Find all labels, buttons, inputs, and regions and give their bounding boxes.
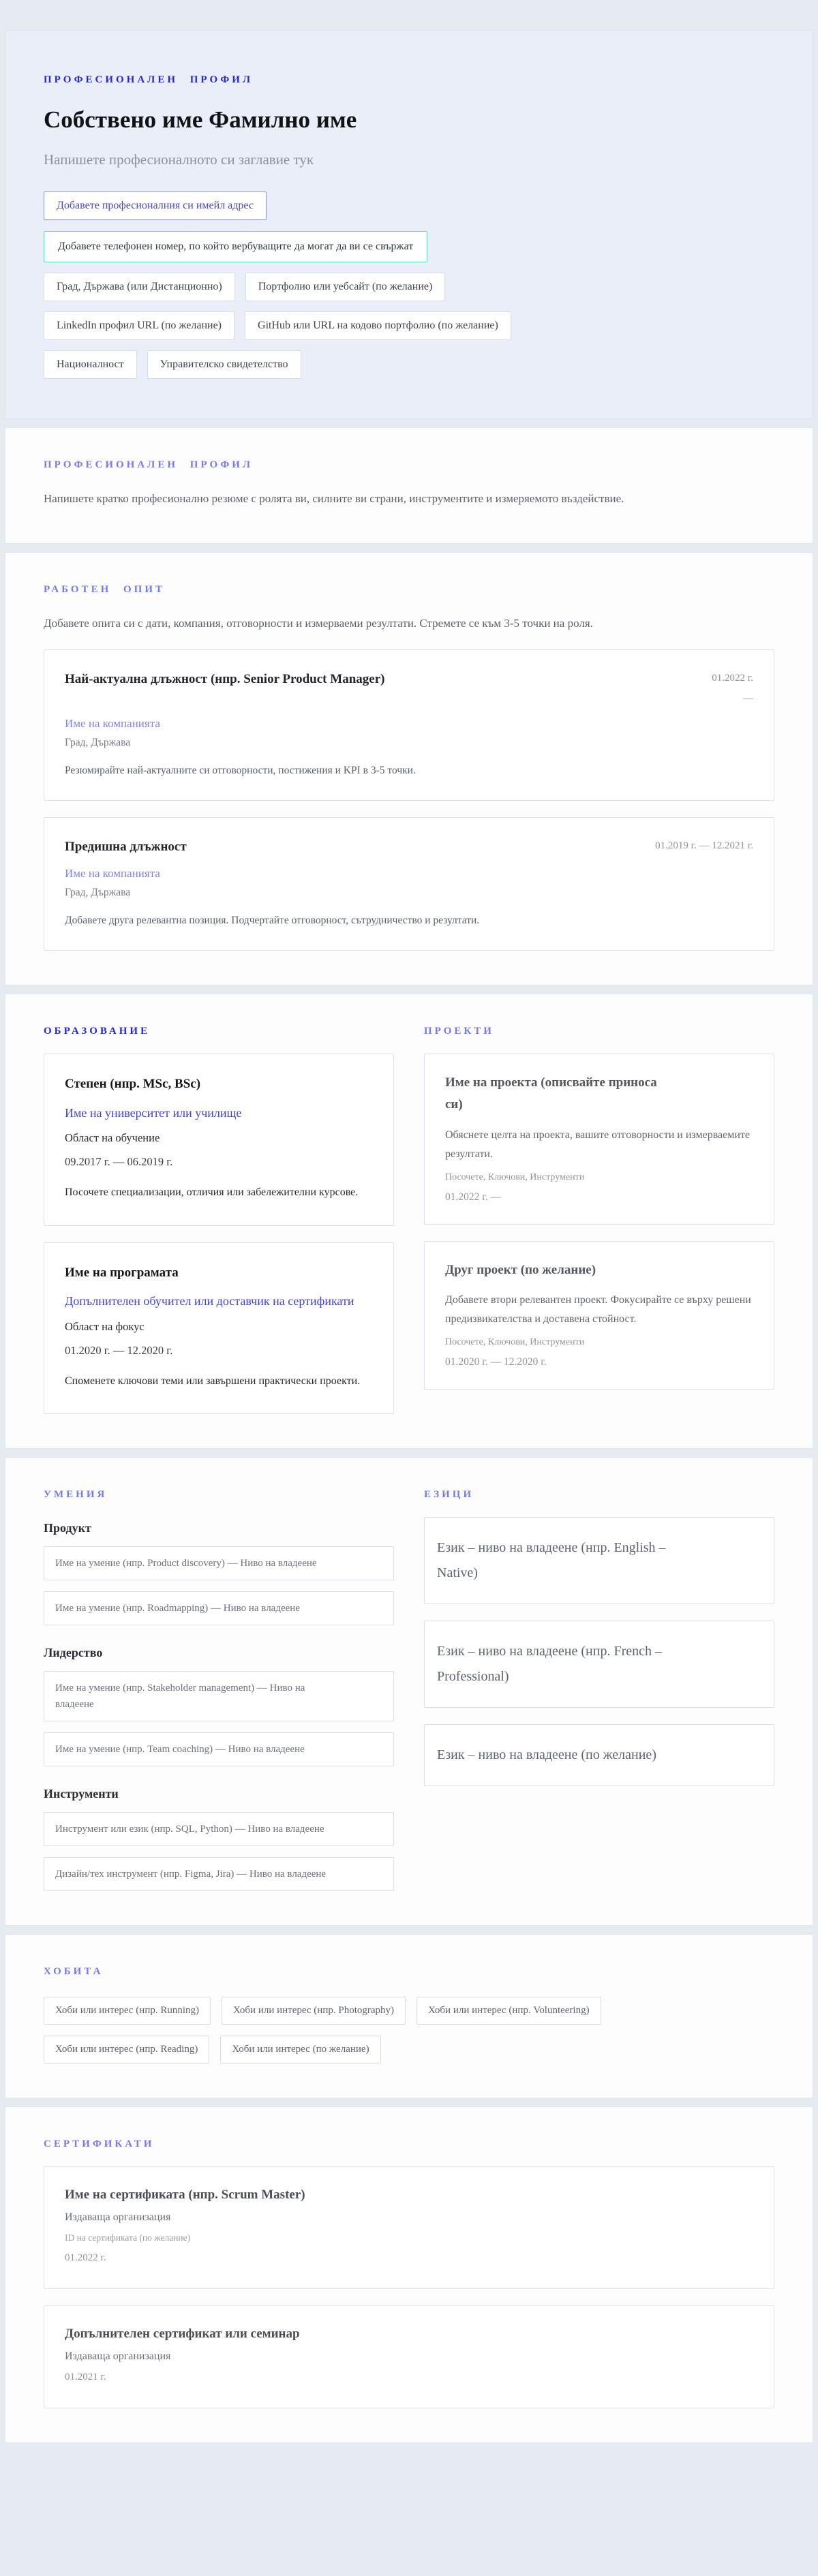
- job-title: Предишна длъжност: [65, 840, 187, 855]
- certificates-section: [5, 2106, 813, 2443]
- experience-label: РАБОТЕН ОПИТ: [44, 583, 165, 595]
- certificate-title: Име на сертификата (нпр. Scrum Master): [65, 2187, 305, 2202]
- hobby-chip[interactable]: Хоби или интерес (нпр. Reading): [44, 2036, 209, 2064]
- certificate-date: 01.2021 г.: [65, 2371, 106, 2382]
- phone-chip[interactable]: Добавете телефонен номер, по който вербуващите да могат да ви се свържат: [44, 231, 427, 262]
- chip-portfolio[interactable]: Портфолио или уебсайт (по желание): [245, 273, 446, 301]
- skill-chip-label: Инструмент или език (нпр. SQL, Python) — Ниво на владеене: [55, 1824, 324, 1835]
- job-dates-separator: —: [743, 693, 753, 705]
- experience-description: Добавете опита си с дати, компания, отговорности и измерваеми резултати. Стремете се към 3-5 точки на роля.: [44, 616, 593, 630]
- projects-column: [424, 1026, 774, 1414]
- hobby-chip[interactable]: Хоби или интерес (по желание): [220, 2036, 380, 2064]
- contact-chips: [44, 168, 774, 379]
- language-chip[interactable]: [424, 1517, 774, 1604]
- field-of-study: Област на обучение: [65, 1131, 160, 1145]
- skill-chip[interactable]: [44, 1671, 394, 1721]
- project-card: [424, 1054, 774, 1225]
- project-description: Добавете втори релевантен проект. Фокусирайте се върху решени предизвикателства и доставена стойност.: [445, 1293, 751, 1325]
- skill-chip-label: Име на умение (нпр. Roadmapping) — Ниво на владеене: [55, 1603, 300, 1614]
- chip-row-2: [44, 311, 774, 340]
- chip-linkedin[interactable]: LinkedIn профил URL (по желание): [44, 311, 234, 340]
- summary-text: Напишете кратко професионално резюме с ролята ви, силните ви страни, инструментите и измеряемото въздействие.: [44, 491, 624, 505]
- job-dates: [712, 668, 753, 709]
- field-of-study: Област на фокус: [65, 1320, 145, 1334]
- language-chip-label: Език – ниво на владеене (нпр. French – Professional): [437, 1644, 662, 1685]
- chip-github[interactable]: GitHub или URL на кодово портфолио (по желание): [245, 311, 511, 340]
- skill-chip-label: Дизайн/тех инструмент (нпр. Figma, Jira) — Ниво на владеене: [55, 1869, 327, 1880]
- project-dates: 01.2020 г. — 12.2020 г.: [445, 1355, 547, 1368]
- education-column: [44, 1026, 394, 1414]
- certificate-title: Допълнителен сертификат или семинар: [65, 2326, 300, 2341]
- job-location: Град, Държава: [65, 887, 131, 899]
- hobby-chip[interactable]: Хоби или интерес (нпр. Volunteering): [416, 1997, 601, 2025]
- projects-label: ПРОЕКТИ: [424, 1026, 494, 1037]
- job-description: Резюмирайте най-актуалните си отговорности, постижения и KPI в 3-5 точки.: [65, 765, 416, 777]
- certificate-org: Издаваща организация: [65, 2211, 171, 2223]
- education-description: Посочете специализации, отличия или забележителни курсове.: [65, 1186, 359, 1199]
- skills-languages-section: [5, 1457, 813, 1926]
- certificate-id: ID на сертификата (по желание): [65, 2232, 191, 2243]
- chip-row-1: [44, 273, 774, 301]
- certificate-date: 01.2022 г.: [65, 2252, 106, 2263]
- job-location: Град, Държава: [65, 737, 131, 749]
- languages-column: [424, 1489, 774, 1891]
- education-card: [44, 1242, 394, 1415]
- school-link[interactable]: Допълнителен обучител или доставчик на сертификати: [65, 1294, 354, 1308]
- hobbies-label: ХОБИТА: [44, 1966, 104, 1978]
- hobbies-section: [5, 1934, 813, 2098]
- summary-section: [5, 427, 813, 544]
- job-dates-start: 01.2022 г.: [712, 673, 753, 684]
- skill-chip-label: Име на умение (нпр. Stakeholder management) — Ниво на владеене: [55, 1683, 305, 1711]
- education-description: Споменете ключови теми или завършени практически проекти.: [65, 1375, 361, 1387]
- summary-label: ПРОФЕСИОНАЛЕН ПРОФИЛ: [44, 459, 254, 470]
- skill-group-title: Лидерство: [44, 1646, 103, 1660]
- project-keywords: Посочете, Ключови, Инструменти: [445, 1336, 585, 1347]
- project-title: Друг проект (по желание): [445, 1262, 596, 1277]
- company-link[interactable]: Име на компанията: [65, 717, 160, 731]
- certificate-org: Издаваща организация: [65, 2350, 171, 2362]
- school-link[interactable]: Име на университет или училище: [65, 1105, 242, 1120]
- job-description: Добавете друга релевантна позиция. Подчертайте отговорност, сътрудничество и резултати.: [65, 915, 480, 927]
- job-title: Най-актуална длъжност (нпр. Senior Product Manager): [65, 672, 385, 687]
- job-card: [44, 817, 774, 951]
- job-head: [65, 835, 753, 859]
- education-projects-section: [5, 994, 813, 1449]
- experience-section: [5, 552, 813, 986]
- degree-title: Степен (нпр. MSc, BSc): [65, 1077, 201, 1092]
- language-chip-label: Език – ниво на владеене (по желание): [437, 1747, 656, 1763]
- certificate-card: [44, 2305, 774, 2408]
- skill-group-title: Инструменти: [44, 1787, 119, 1801]
- education-dates: 01.2020 г. — 12.2020 г.: [65, 1344, 173, 1358]
- chip-nationality[interactable]: Националност: [44, 350, 137, 379]
- job-dates: [655, 835, 753, 856]
- hobby-chip[interactable]: Хоби или интерес (нпр. Running): [44, 1997, 211, 2025]
- hobby-chip[interactable]: Хоби или интерес (нпр. Photography): [222, 1997, 406, 2025]
- full-name: Собствено име Фамилно име: [44, 106, 357, 133]
- hobby-chips: [44, 1997, 630, 2064]
- language-chip[interactable]: [424, 1724, 774, 1786]
- company-link[interactable]: Име на компанията: [65, 867, 160, 880]
- project-dates: 01.2022 г. —: [445, 1191, 502, 1203]
- header-label: ПРОФЕСИОНАЛЕН ПРОФИЛ: [44, 74, 254, 85]
- language-chip-label: Език – ниво на владеене (нпр. English – Native): [437, 1540, 666, 1581]
- skill-chip[interactable]: [44, 1546, 394, 1580]
- skill-chip[interactable]: [44, 1857, 394, 1891]
- email-chip[interactable]: Добавете професионалния си имейл адрес: [44, 191, 267, 220]
- project-card: [424, 1241, 774, 1390]
- languages-label: ЕЗИЦИ: [424, 1489, 474, 1501]
- job-dates-range: 01.2019 г. — 12.2021 г.: [655, 840, 753, 852]
- certificates-label: СЕРТИФИКАТИ: [44, 2138, 155, 2149]
- skill-chip[interactable]: [44, 1812, 394, 1846]
- education-card: [44, 1054, 394, 1226]
- skill-chip[interactable]: [44, 1591, 394, 1625]
- header-card: [5, 30, 813, 419]
- skills-column: [44, 1489, 394, 1891]
- project-title: Име на проекта (описвайте приноса си): [445, 1075, 657, 1112]
- skills-label: УМЕНИЯ: [44, 1489, 108, 1501]
- job-head: [65, 668, 753, 709]
- education-label: ОБРАЗОВАНИЕ: [44, 1026, 151, 1037]
- chip-driving-license[interactable]: Управителско свидетелство: [147, 350, 301, 379]
- skill-chip[interactable]: [44, 1732, 394, 1766]
- project-keywords: Посочете, Ключови, Инструменти: [445, 1171, 585, 1182]
- chip-row-3: [44, 350, 774, 379]
- job-card: [44, 649, 774, 801]
- chip-location[interactable]: Град, Държава (или Дистанционно): [44, 273, 235, 301]
- language-chip[interactable]: [424, 1621, 774, 1708]
- program-title: Име на програмата: [65, 1265, 179, 1280]
- education-dates: 09.2017 г. — 06.2019 г.: [65, 1155, 173, 1169]
- skill-group-title: Продукт: [44, 1521, 91, 1535]
- project-description: Обяснете целта на проекта, вашите отговорности и измерваемите резултати.: [445, 1129, 751, 1160]
- professional-title-placeholder: Напишете професионалното си заглавие тук: [44, 151, 314, 168]
- certificate-card: [44, 2166, 774, 2289]
- skill-chip-label: Име на умение (нпр. Team coaching) — Ниво на владеене: [55, 1744, 305, 1755]
- skill-chip-label: Име на умение (нпр. Product discovery) — Ниво на владеене: [55, 1558, 317, 1569]
